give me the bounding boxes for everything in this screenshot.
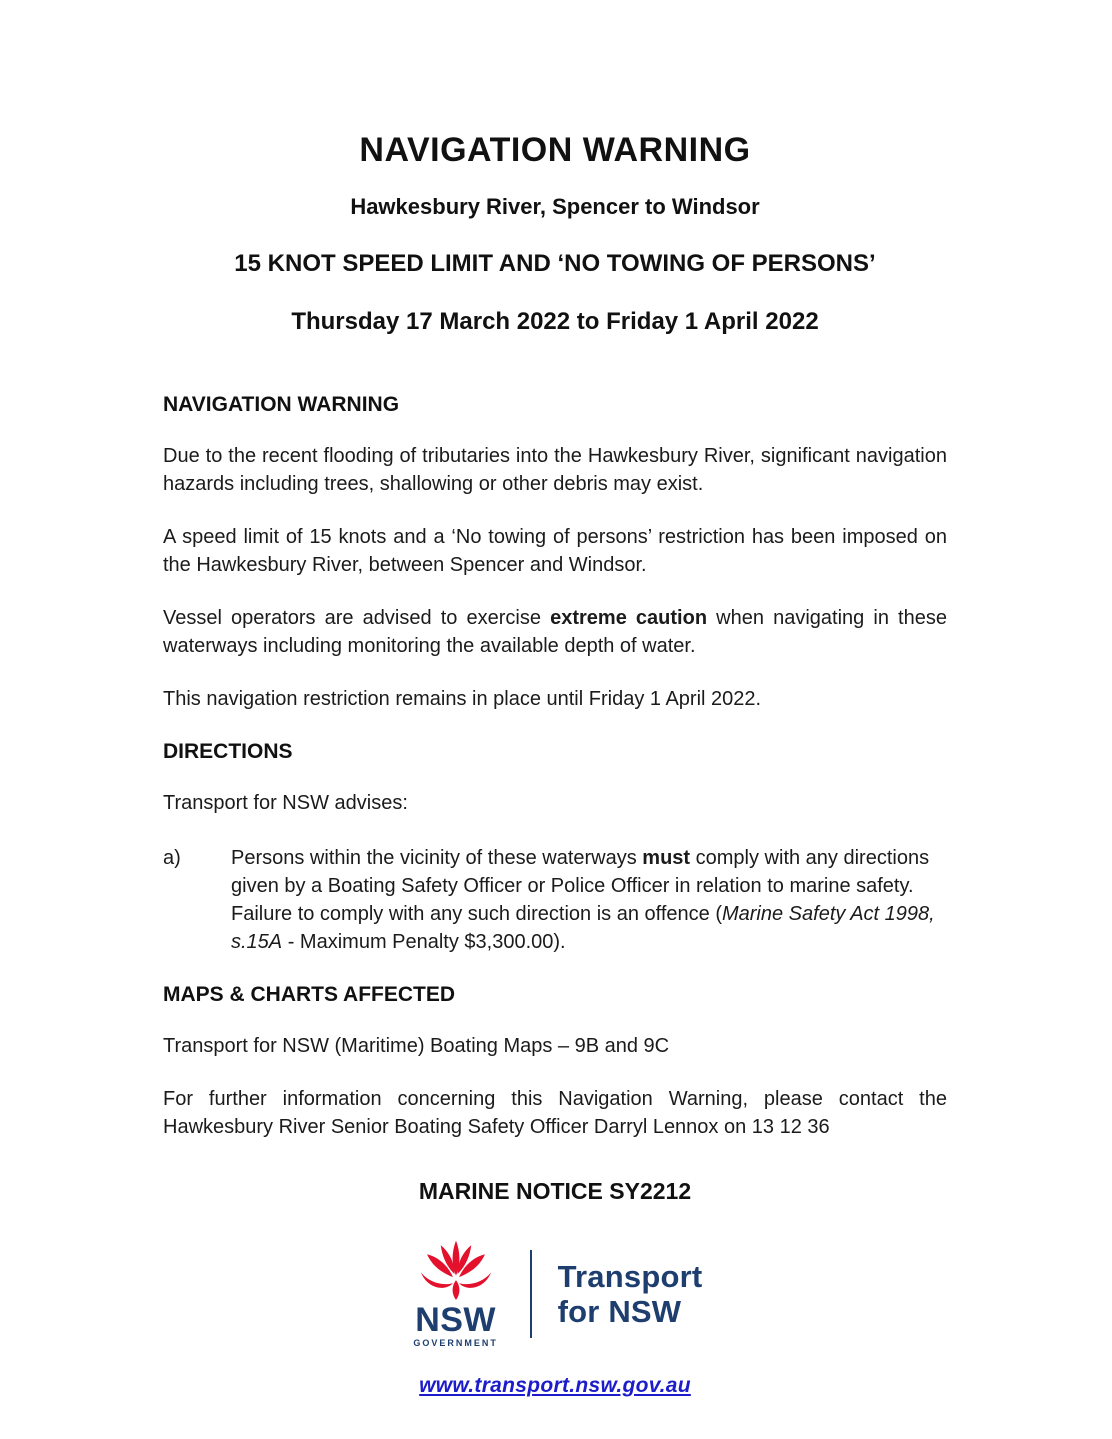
direction-item-a bbox=[163, 844, 947, 956]
section-heading-directions: DIRECTIONS bbox=[163, 740, 293, 763]
section-heading-maps-charts: MAPS & CHARTS AFFECTED bbox=[163, 983, 456, 1006]
direction-item-a-post: - Maximum Penalty $3,300.00). bbox=[282, 931, 566, 953]
paragraph-extreme-caution-post: when navigating in these waterways including monitoring the available depth of water. bbox=[163, 607, 947, 657]
agency-name bbox=[558, 1259, 703, 1329]
paragraph-extreme-caution bbox=[163, 604, 947, 660]
website-link[interactable]: www.transport.nsw.gov.au bbox=[419, 1374, 691, 1397]
website-row bbox=[163, 1374, 947, 1398]
paragraph-advises-intro: Transport for NSW advises: bbox=[163, 792, 408, 814]
nsw-waratah-icon bbox=[414, 1239, 498, 1303]
page-title: NAVIGATION WARNING bbox=[359, 131, 751, 169]
extreme-caution-emphasis: extreme caution bbox=[550, 607, 708, 629]
marine-safety-act-citation: Marine Safety Act 1998, s.15A bbox=[231, 903, 935, 953]
government-logo-text: GOVERNMENT bbox=[413, 1338, 498, 1348]
agency-name-line1: Transport bbox=[557, 1258, 703, 1294]
section-heading-navigation-warning: NAVIGATION WARNING bbox=[163, 393, 400, 416]
page-subtitle: Hawkesbury River, Spencer to Windsor bbox=[350, 194, 760, 219]
date-range-headline: Thursday 17 March 2022 to Friday 1 April 2022 bbox=[291, 308, 819, 335]
paragraph-restriction-duration: This navigation restriction remains in place until Friday 1 April 2022. bbox=[163, 688, 762, 710]
paragraph-boating-maps: Transport for NSW (Maritime) Boating Maps – 9B and 9C bbox=[163, 1035, 670, 1057]
nsw-government-lockup bbox=[408, 1239, 504, 1348]
agency-name-line2: for NSW bbox=[557, 1293, 682, 1329]
logo-divider bbox=[530, 1250, 532, 1338]
must-emphasis: must bbox=[642, 847, 691, 869]
direction-item-a-mid: comply with any directions given by a Boating Safety Officer or Police Officer in relation to marine safety. Failure to comply with any such direction is an offence ( bbox=[231, 847, 930, 925]
paragraph-extreme-caution-pre: Vessel operators are advised to exercise bbox=[163, 607, 551, 629]
restriction-headline: 15 KNOT SPEED LIMIT AND ‘NO TOWING OF PERSONS’ bbox=[234, 250, 876, 277]
paragraph-contact-info: For further information concerning this Navigation Warning, please contact the Hawkesbury River Senior Boating Safety Officer Darryl Lennox on 13 12 36 bbox=[163, 1088, 947, 1138]
paragraph-flooding-hazards: Due to the recent flooding of tributaries into the Hawkesbury River, significant navigation hazards including trees, shallowing or other debris may exist. bbox=[163, 445, 947, 495]
paragraph-speed-limit: A speed limit of 15 knots and a ‘No towing of persons’ restriction has been imposed on the Hawkesbury River, between Spencer and Windsor. bbox=[163, 526, 947, 576]
nsw-logo-text: NSW bbox=[415, 1301, 497, 1339]
content-column bbox=[163, 0, 947, 1398]
transport-nsw-logo bbox=[163, 1239, 947, 1348]
direction-item-a-pre: Persons within the vicinity of these waterways bbox=[231, 847, 643, 869]
direction-item-a-marker: a) bbox=[163, 847, 181, 869]
marine-notice-reference: MARINE NOTICE SY2212 bbox=[418, 1178, 692, 1204]
